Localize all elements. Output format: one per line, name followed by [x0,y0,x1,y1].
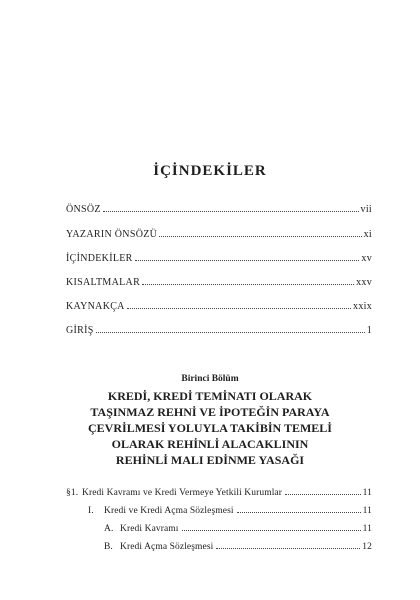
subsection-1 [66,488,372,498]
part-title-line: OLARAK REHİNLİ ALACAKLININ [111,437,309,451]
part-title-line: ÇEVRİLMESİ YOLUYLA TAKİBİN TEMELİ [88,421,332,435]
toc-entry-onsoz [66,204,372,215]
leader-dots [96,331,365,333]
toc-entry-icindekiler [66,253,372,264]
part-title-line: REHİNLİ MALI EDİNME YASAĞI [115,453,305,467]
leader-dots [127,307,351,309]
toc-entry-kisaltmalar [66,277,372,288]
toc-entry-page: xxix [353,301,372,312]
contents-title: İÇİNDEKİLER [153,163,267,179]
toc-entry-page: xv [361,253,372,264]
subsection-number: I. [88,506,94,516]
leader-dots [142,283,354,285]
subsection-page: 12 [362,542,372,552]
subsection-number: §1. [66,488,79,498]
leader-dots [135,259,360,261]
subsection-label: Kredi ve Kredi Açma Sözleşmesi [104,506,234,516]
toc-entry-page: xxv [356,277,372,288]
leader-dots [285,493,361,495]
part-title-line: TAŞINMAZ REHNİ VE İPOTEĞİN PARAYA [90,405,330,419]
leader-dots [103,210,359,212]
part-title [0,388,420,468]
subsection-page: 11 [362,488,372,498]
toc-entry-giris [66,325,372,336]
subsection-number: A. [104,524,114,534]
subsection-number: B. [104,542,113,552]
subsection-1-i-b [104,542,372,552]
toc-entry-kaynakca [66,301,372,312]
toc-entry-page: xi [363,229,372,240]
leader-dots [216,547,360,549]
toc-entry-label: GİRİŞ [66,325,94,336]
toc-entry-label: KAYNAKÇA [66,301,125,312]
toc-entry-page: 1 [366,325,372,336]
subsection-1-i [88,506,372,516]
part-label: Birinci Bölüm [181,374,239,384]
part-title-line: KREDİ, KREDİ TEMİNATI OLARAK [107,389,313,403]
subsection-page: 11 [362,524,372,534]
subsection-label: Kredi Kavramı [120,524,179,534]
leader-dots [182,529,361,531]
toc-entry-label: İÇİNDEKİLER [66,253,133,264]
toc-entry-page: vii [360,204,372,215]
toc-entry-label: KISALTMALAR [66,277,141,288]
leader-dots [159,235,361,237]
toc-entry-label: YAZARIN ÖNSÖZÜ [66,229,158,240]
toc-entry-label: ÖNSÖZ [66,204,101,215]
subsection-1-i-a [104,524,372,534]
toc-entry-yazarin-onsozu [66,229,372,240]
subsection-label: Kredi Açma Sözleşmesi [120,542,214,552]
subsection-page: 11 [362,506,372,516]
subsection-label: Kredi Kavramı ve Kredi Vermeye Yetkili Kurumlar [82,488,283,498]
leader-dots [237,511,361,513]
